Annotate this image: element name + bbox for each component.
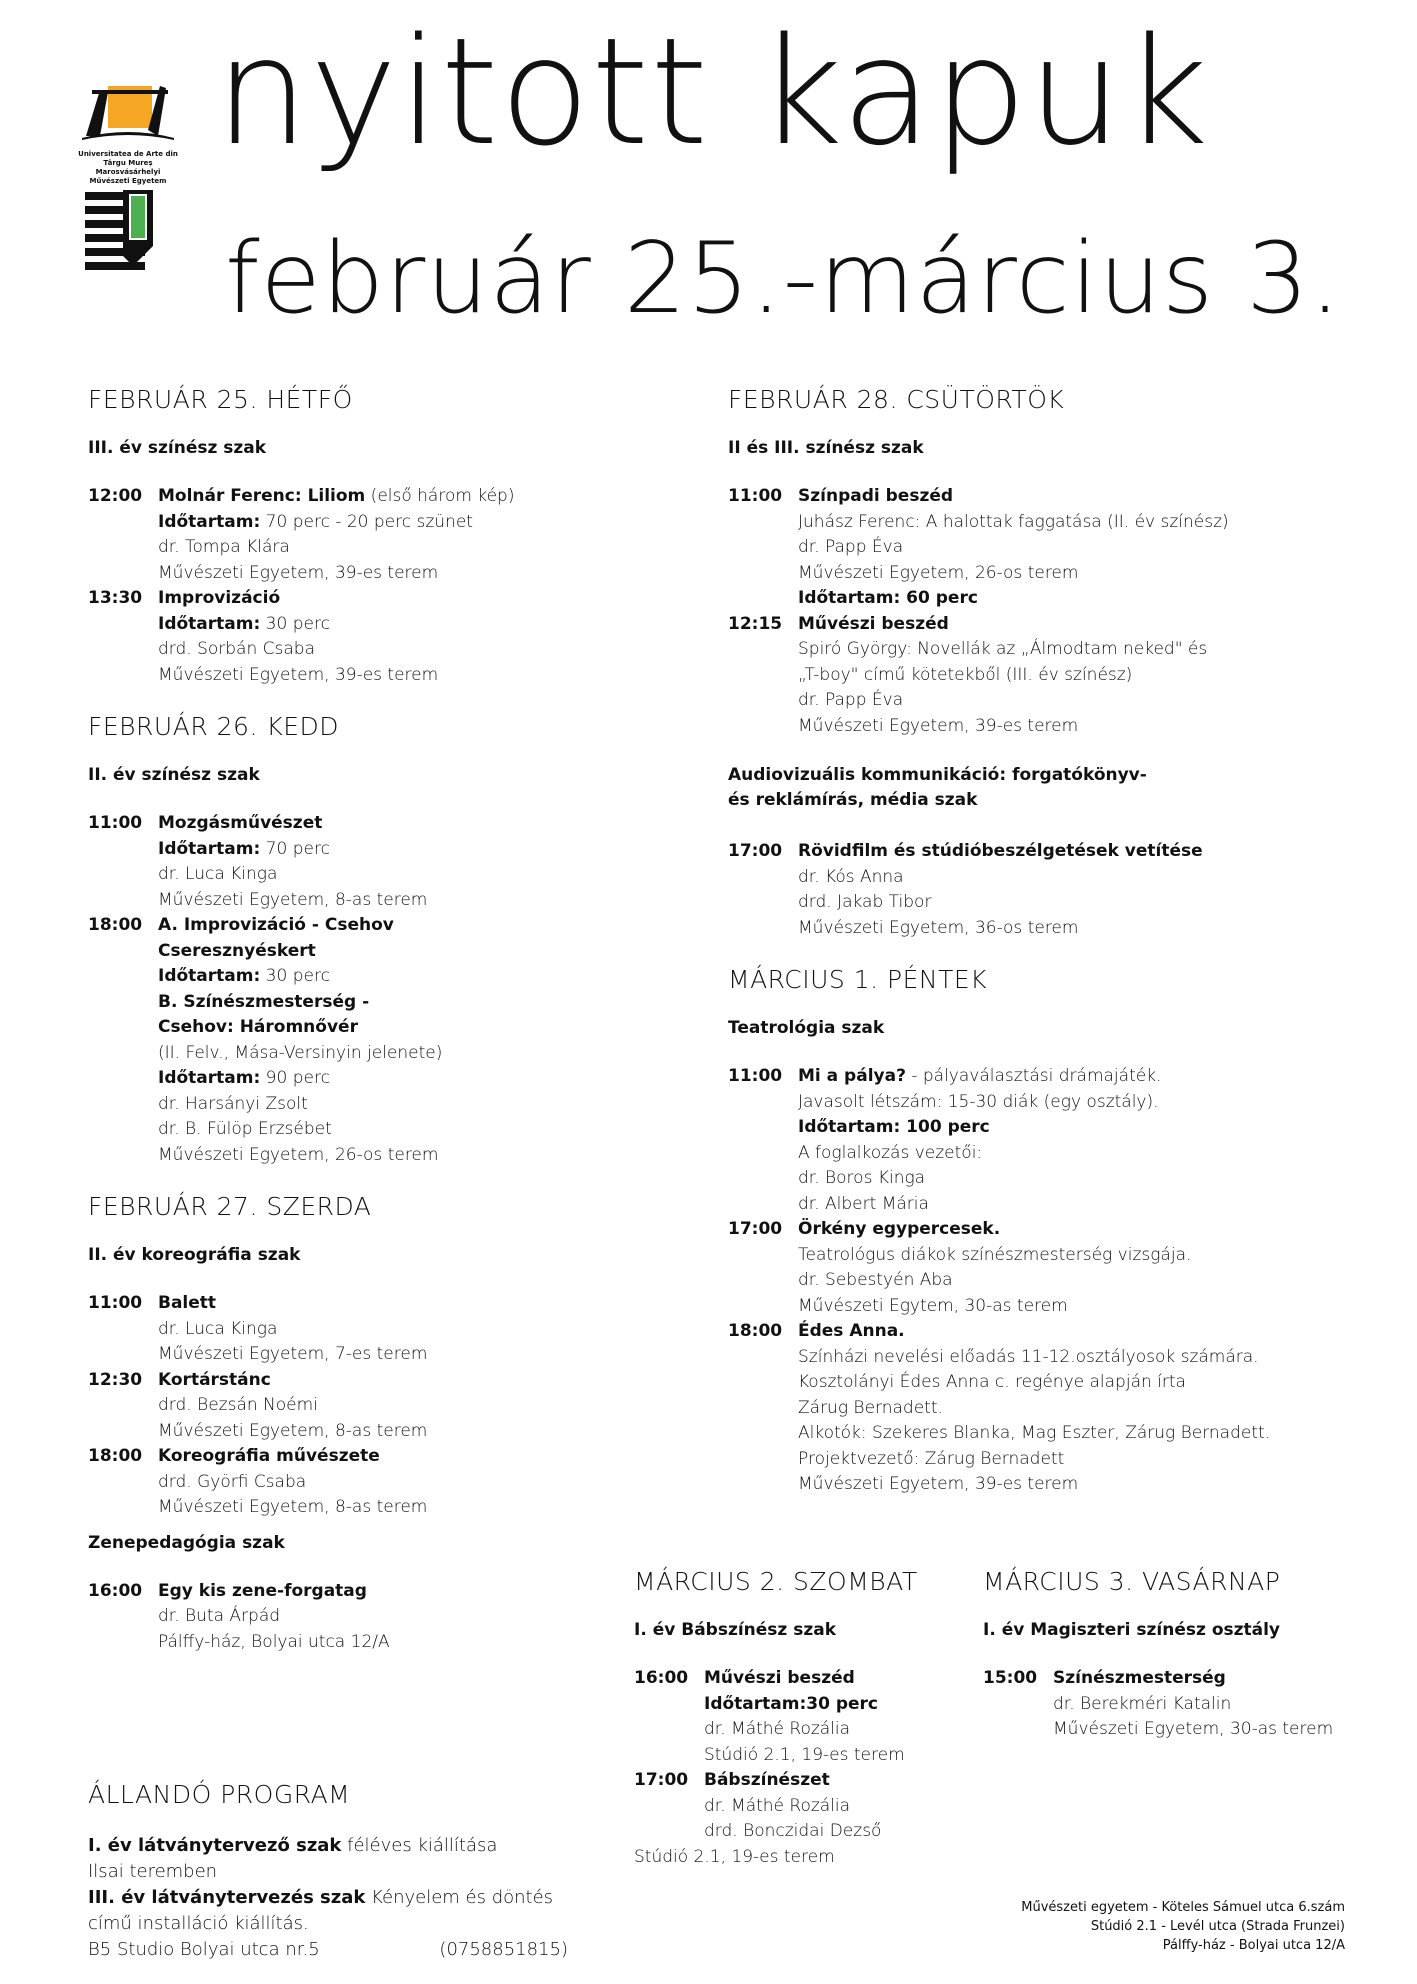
event-item xyxy=(634,1666,974,1768)
event-detail: A foglalkozás vezetői: xyxy=(798,1142,983,1163)
duration-label: Időtartam: xyxy=(158,1068,261,1088)
mmk-logo xyxy=(85,190,165,270)
event-detail: Színházi nevelési előadás 11-12.osztályosok számára. xyxy=(798,1346,1259,1367)
event-title-rest: - pályaválasztási drámajáték. xyxy=(905,1066,1162,1086)
duration-label: Időtartam:30 perc xyxy=(704,1693,879,1714)
section-heading: I. év Bábszínész szak xyxy=(634,1620,837,1640)
event-title: Csehov: Háromnővér xyxy=(158,1017,358,1037)
day-heading-feb26: FEBRUÁR 26. KEDD xyxy=(88,712,340,741)
day-heading-feb25: FEBRUÁR 25. HÉTFŐ xyxy=(88,385,353,414)
march3-block xyxy=(983,1567,1363,1743)
day-heading-mar3: MÁRCIUS 3. VASÁRNAP xyxy=(983,1567,1281,1596)
event-host: dr. Tompa Klára xyxy=(158,537,290,557)
event-location: Művészeti Egyetem, 26-os terem xyxy=(798,562,1079,583)
event-time: 12:15 xyxy=(728,613,783,634)
event-detail: Teatrológus diákok színészmesterség vizsgája. xyxy=(798,1244,1192,1265)
event-item xyxy=(88,1291,628,1368)
event-host: dr. Luca Kinga xyxy=(158,1318,278,1339)
event-item xyxy=(728,1064,1348,1217)
event-item xyxy=(88,1444,628,1521)
event-item xyxy=(728,839,1348,941)
event-time: 12:00 xyxy=(88,486,143,506)
event-time: 11:00 xyxy=(88,813,143,833)
event-host: dr. Luca Kinga xyxy=(158,864,278,884)
event-detail: Juhász Ferenc: A halottak faggatása (II. év színész) xyxy=(798,511,1229,532)
event-host: dr. Harsányi Zsolt xyxy=(158,1093,308,1114)
event-item xyxy=(88,586,628,688)
duration-label: Időtartam: xyxy=(158,511,261,532)
section-heading: Teatrológia szak xyxy=(728,1018,885,1038)
event-host: dr. Kós Anna xyxy=(798,866,904,887)
section-heading xyxy=(728,763,1348,813)
perm-line: című installáció kiállítás. xyxy=(88,1913,309,1934)
event-title: Koreográfia művészete xyxy=(158,1446,380,1466)
footer-address: Stúdió 2.1 - Levél utca (Strada Frunzei) xyxy=(1090,1919,1345,1934)
section-heading: III. év színész szak xyxy=(88,438,267,458)
duration-label: Időtartam: xyxy=(158,613,261,634)
event-item xyxy=(983,1666,1363,1743)
event-title: A. Improvizáció - Csehov xyxy=(158,915,394,935)
event-time: 18:00 xyxy=(728,1321,783,1341)
perm-line: Ilsai teremben xyxy=(88,1861,218,1882)
event-time: 18:00 xyxy=(88,1446,143,1466)
event-location: Művészeti Egyetem, 8-as terem xyxy=(158,1497,428,1517)
page-subtitle: február 25.-március 3. xyxy=(225,222,1342,336)
logo-caption-hu: Marosvásárhelyi Művészeti Egyetem xyxy=(89,168,167,185)
event-host: drd. Sorbán Csaba xyxy=(158,639,316,659)
perm-line: féléves kiállítása xyxy=(341,1835,498,1856)
event-location: Művészeti Egyetem, 39-es terem xyxy=(798,1474,1079,1494)
perm-line-bold: I. év látványtervező szak xyxy=(88,1835,342,1856)
page-title: nyitott kapuk xyxy=(215,6,1210,178)
event-location: Stúdió 2.1, 19-es terem xyxy=(634,1846,835,1867)
event-host: dr. Boros Kinga xyxy=(798,1168,926,1188)
permanent-program xyxy=(88,1780,588,1963)
duration-label: Időtartam: 100 perc xyxy=(798,1117,990,1137)
event-host: drd. Györfi Csaba xyxy=(158,1471,307,1492)
footer-address: Művészeti egyetem - Köteles Sámuel utca 6.szám xyxy=(1021,1900,1345,1915)
event-title: Színészmesterség xyxy=(1053,1668,1226,1688)
section-heading-line: Audiovizuális kommunikáció: forgatókönyv- xyxy=(728,765,1147,785)
event-host: dr. Máthé Rozália xyxy=(704,1719,851,1739)
event-location: Művészeti Egyetem, 30-as terem xyxy=(1053,1719,1334,1739)
duration-value: 30 perc xyxy=(260,966,330,986)
event-time: 11:00 xyxy=(88,1293,143,1313)
march2-block xyxy=(634,1567,974,1870)
footer-addresses xyxy=(1021,1898,1345,1955)
event-detail: Alkotók: Szekeres Blanka, Mag Eszter, Zárug Bernadett. xyxy=(798,1423,1271,1443)
section-heading: II. év színész szak xyxy=(88,765,260,785)
event-title: Egy kis zene-forgatag xyxy=(158,1580,367,1601)
event-title-note: (első három kép) xyxy=(365,486,515,506)
event-time: 16:00 xyxy=(88,1580,143,1601)
event-location: Művészeti Egyetem, 39-es terem xyxy=(798,715,1079,736)
event-host: dr. Buta Árpád xyxy=(158,1606,281,1626)
footer-address: Pálffy-ház - Bolyai utca 12/A xyxy=(1162,1938,1345,1953)
event-item xyxy=(88,1579,628,1656)
event-detail: Zárug Bernadett. xyxy=(798,1397,943,1418)
permanent-program-heading: ÁLLANDÓ PROGRAM xyxy=(88,1780,351,1809)
event-item xyxy=(728,484,1348,612)
event-host: dr. Sebestyén Aba xyxy=(798,1270,953,1290)
event-location: Művészeti Egyetem, 8-as terem xyxy=(158,1420,428,1441)
event-title: Mozgásművészet xyxy=(158,813,323,833)
left-column xyxy=(88,385,628,1655)
day-heading-feb28: FEBRUÁR 28. CSÜTÖRTÖK xyxy=(728,385,1065,414)
event-item xyxy=(728,1217,1348,1319)
event-title: Művészi beszéd xyxy=(798,613,949,634)
event-host: dr. Papp Éva xyxy=(798,690,904,710)
event-host: drd. Bezsán Noémi xyxy=(158,1395,318,1415)
event-host: dr. Albert Mária xyxy=(798,1193,929,1214)
event-title: Cseresznyéskert xyxy=(158,940,316,961)
event-time: 11:00 xyxy=(728,1066,783,1086)
event-item xyxy=(88,913,628,1168)
logo-caption-ro: Universitatea de Arte din Târgu Mureș xyxy=(78,150,178,167)
event-time: 17:00 xyxy=(634,1770,689,1790)
event-item xyxy=(728,612,1348,740)
event-time: 12:30 xyxy=(88,1369,143,1390)
event-detail: „T-boy" című kötetekből (III. év színész) xyxy=(798,664,1133,685)
event-title: B. Színészmesterség - xyxy=(158,991,370,1012)
event-detail: Kosztolányi Édes Anna c. regénye alapján írta xyxy=(798,1372,1186,1392)
section-heading: II és III. színész szak xyxy=(728,438,924,458)
event-title: Színpadi beszéd xyxy=(798,486,954,506)
section-heading: I. év Magiszteri színész osztály xyxy=(983,1620,1281,1640)
event-detail: Spiró György: Novellák az „Álmodtam neked" és xyxy=(798,639,1208,659)
event-title: Művészi beszéd xyxy=(704,1668,855,1688)
section-heading: II. év koreográfia szak xyxy=(88,1245,301,1265)
event-item xyxy=(634,1768,974,1845)
event-title: Bábszínészet xyxy=(704,1770,830,1790)
event-location: Pálffy-ház, Bolyai utca 12/A xyxy=(158,1631,390,1652)
event-time: 17:00 xyxy=(728,1219,783,1239)
section-heading: Zenepedagógia szak xyxy=(88,1532,285,1553)
event-location: Művészeti Egyetem, 36-os terem xyxy=(798,917,1079,938)
event-title: Molnár Ferenc: Liliom xyxy=(158,486,366,506)
event-detail: Javasolt létszám: 15-30 diák (egy osztály). xyxy=(798,1091,1159,1112)
event-host: drd. Bonczidai Dezső xyxy=(704,1821,882,1841)
event-time: 18:00 xyxy=(88,915,143,935)
event-host: dr. Máthé Rozália xyxy=(704,1795,851,1816)
duration-label: Időtartam: xyxy=(158,838,261,859)
event-title: Balett xyxy=(158,1293,217,1313)
event-title: Improvizáció xyxy=(158,588,281,608)
event-location: Művészeti Egyetem, 8-as terem xyxy=(158,889,428,910)
section-heading-line: és reklámírás, média szak xyxy=(728,790,978,810)
event-host: dr. B. Fülöp Erzsébet xyxy=(158,1119,332,1139)
event-host: dr. Papp Éva xyxy=(798,537,904,557)
event-detail: Projektvezető: Zárug Bernadett xyxy=(798,1448,1065,1469)
right-column xyxy=(728,385,1348,1498)
event-location: Művészeti Egyetem, 7-es terem xyxy=(158,1344,428,1364)
perm-phone: (0758851815) xyxy=(439,1939,568,1960)
event-time: 17:00 xyxy=(728,841,783,861)
event-title: Mi a pálya? xyxy=(798,1066,906,1086)
event-time: 11:00 xyxy=(728,486,783,506)
event-item xyxy=(88,484,628,586)
event-note: (II. Felv., Mása-Versinyin jelenete) xyxy=(158,1042,443,1063)
event-location: Művészeti Egyetem, 26-os terem xyxy=(158,1144,439,1165)
event-host: drd. Jakab Tibor xyxy=(798,892,932,912)
mmk-logo-icon xyxy=(85,190,165,270)
day-heading-feb27: FEBRUÁR 27. SZERDA xyxy=(88,1192,372,1221)
day-heading-mar1: MÁRCIUS 1. PÉNTEK xyxy=(728,965,988,994)
event-title: Kortárstánc xyxy=(158,1369,271,1390)
event-title: Örkény egypercesek. xyxy=(798,1219,1001,1239)
event-time: 15:00 xyxy=(983,1668,1038,1688)
event-item xyxy=(88,811,628,913)
duration-value: 30 perc xyxy=(260,613,330,634)
university-logo xyxy=(78,80,178,186)
event-location: Művészeti Egyetem, 39-es terem xyxy=(158,664,439,685)
perm-address: B5 Studio Bolyai utca nr.5 xyxy=(88,1939,320,1960)
event-location: Művészeti Egytem, 30-as terem xyxy=(798,1295,1068,1316)
event-host: dr. Berekméri Katalin xyxy=(1053,1693,1232,1714)
day-heading-mar2: MÁRCIUS 2. SZOMBAT xyxy=(634,1567,918,1596)
event-title: Édes Anna. xyxy=(798,1321,905,1341)
event-location: Stúdió 2.1, 19-es terem xyxy=(704,1744,905,1765)
event-item xyxy=(88,1368,628,1445)
perm-line-bold: III. év látványtervezés szak xyxy=(88,1887,366,1908)
duration-label: Időtartam: 60 perc xyxy=(798,588,978,608)
perm-line: Kényelem és döntés xyxy=(365,1887,554,1908)
event-item xyxy=(728,1319,1348,1498)
duration-value: 70 perc - 20 perc szünet xyxy=(260,511,473,532)
event-location: Művészeti Egyetem, 39-es terem xyxy=(158,562,439,583)
event-time: 13:30 xyxy=(88,588,143,608)
duration-value: 90 perc xyxy=(260,1068,330,1088)
university-logo-icon xyxy=(78,80,178,142)
event-title: Rövidfilm és stúdióbeszélgetések vetítése xyxy=(798,841,1203,861)
event-time: 16:00 xyxy=(634,1668,689,1688)
duration-label: Időtartam: xyxy=(158,966,261,986)
duration-value: 70 perc xyxy=(260,838,330,859)
